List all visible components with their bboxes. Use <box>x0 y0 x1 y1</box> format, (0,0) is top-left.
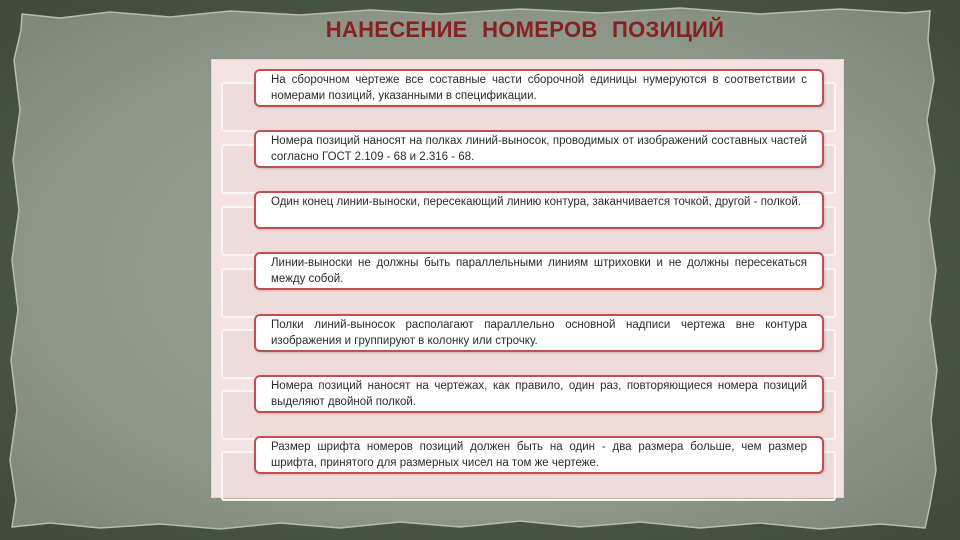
rule-card: На сборочном чертеже все составные части сборочной единицы нумеруются в соответствии с номерами позиций, указанными в спецификации. <box>254 69 824 107</box>
rule-card: Полки линий-выносок располагают параллельно основной надписи чертежа вне контура изображения и группируют в колонку или строчку. <box>254 314 824 352</box>
page-title: НАНЕСЕНИЕ НОМЕРОВ ПОЗИЦИЙ <box>325 17 725 42</box>
rule-card: Номера позиций наносят на чертежах, как правило, один раз, повторяющиеся номера позиций выделяют двойной полкой. <box>254 375 824 413</box>
rule-card: Размер шрифта номеров позиций должен быть на один - два размера больше, чем размер шрифта, принятого для размерных чисел на том же чертеже. <box>254 436 824 474</box>
rules-panel <box>211 59 844 498</box>
rule-card: Номера позиций наносят на полках линий-выносок, проводимых от изображений составных частей согласно ГОСТ 2.109 - 68 и 2.316 - 68. <box>254 130 824 168</box>
rule-card: Один конец линии-выноски, пересекающий линию контура, заканчивается точкой, другой - полкой. <box>254 191 824 229</box>
rule-card: Линии-выноски не должны быть параллельными линиям штриховки и не должны пересекаться между собой. <box>254 252 824 290</box>
